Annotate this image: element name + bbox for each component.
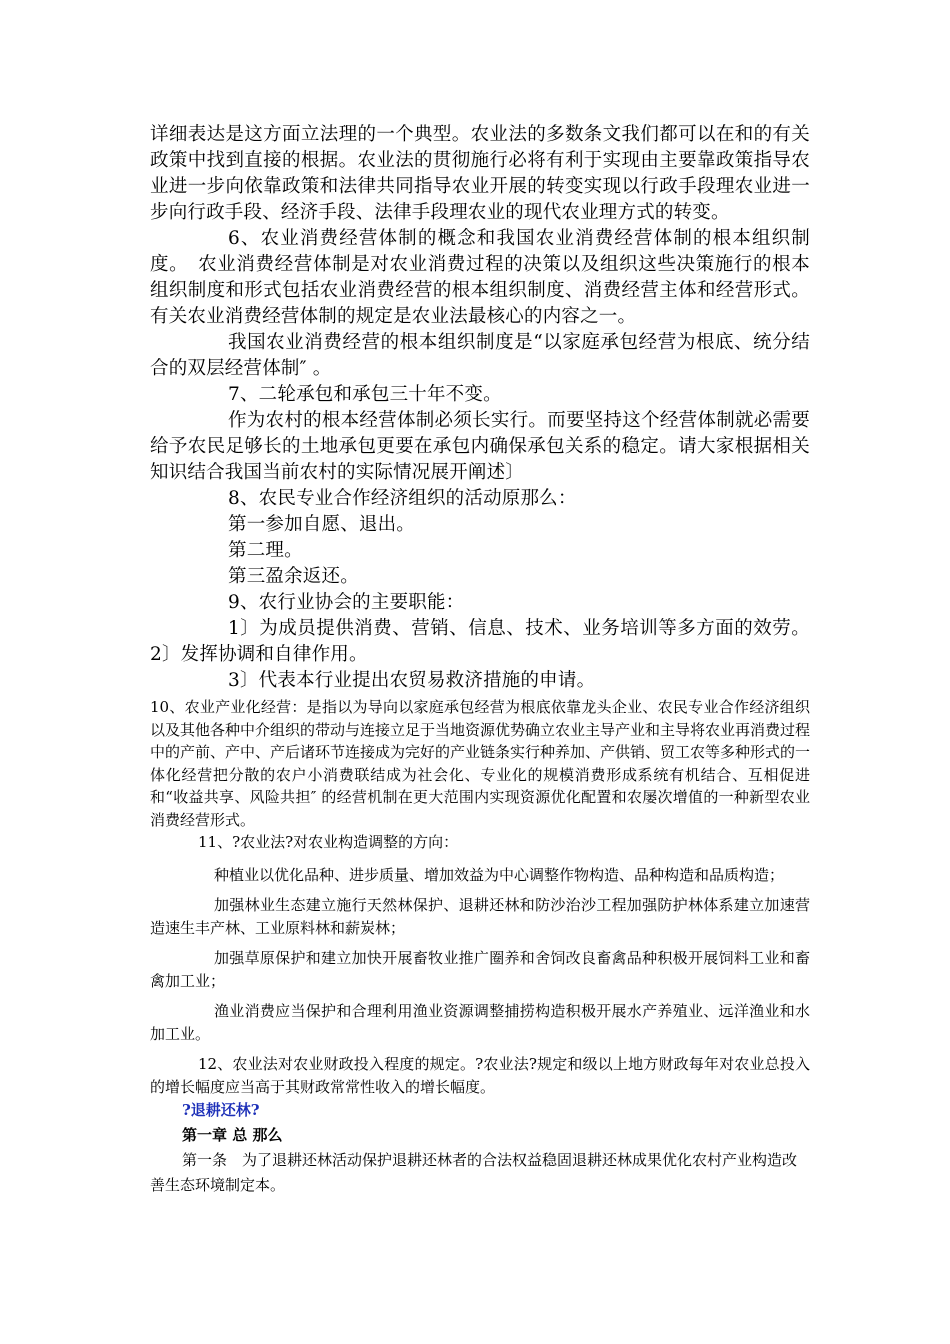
document-page bbox=[150, 122, 810, 1198]
structure-grassland: 加强草原保护和建立加快开展畜牧业推广圈养和舍饲改良畜禽品种积极开展饲料工业和畜禽加工业； bbox=[150, 949, 810, 990]
paragraph-item-10: 10、农业产业化经营：是指以为导向以家庭承包经营为根底依靠龙头企业、农民专业合作经济组织以及其他各种中介组织的带动与连接立足于当地资源优势确立农业主导产业和主导将农业再消费过程中的产前、产中、产后诸环节连接成为完好的产业链条实行种养加、产供销、贸工农等多种形式的一体化经营把分散的农户小消费联结成为社会化、专业化的规模消费形成系统有机结合、互相促进和“收益共享、风险共担″ 的经营机制在更大范围内实现资源优化配置和农屡次增值的一种新型农业消费经营形式。 bbox=[150, 698, 811, 829]
article-1: 第一条 为了退耕还林活动保护退耕还林者的合法权益稳固退耕还林成果优化农村产业构造改善生态环境制定本。 bbox=[150, 1151, 798, 1194]
principle-1: 第一参加自愿、退出。 bbox=[228, 514, 416, 535]
structure-fishery: 渔业消费应当保护和合理利用渔业资源调整捕捞构造积极开展水产养殖业、远洋渔业和水加工业。 bbox=[150, 1002, 810, 1043]
function-3: 3〕代表本行业提出农贸易救济措施的申请。 bbox=[228, 670, 596, 691]
structure-forestry: 加强林业生态建立施行天然林保护、退耕还林和防沙治沙工程加强防护林体系建立加速营造速生丰产林、工业原料林和薪炭林； bbox=[150, 896, 810, 937]
paragraph-item-11: 11、?农业法?对农业构造调整的方向： bbox=[198, 833, 459, 851]
chapter-heading: 第一章 总 那么 bbox=[182, 1126, 283, 1144]
paragraph-long-term: 作为农村的根本经营体制必须长实行。而要坚持这个经营体制就必需要给予农民足够长的土地承包更要在承包内确保承包关系的稳定。请大家根据相关知识结合我国当前农村的实际情况展开阐述〕 bbox=[150, 410, 810, 483]
paragraph-basic-system: 我国农业消费经营的根本组织制度是“以家庭承包经营为根底、统分结合的双层经营体制″ 。 bbox=[150, 332, 810, 379]
paragraph-item-12: 12、农业法对农业财政投入程度的规定。?农业法?规定和级以上地方财政每年对农业总投入的增长幅度应当高于其财政常常性收入的增长幅度。 bbox=[150, 1055, 810, 1096]
paragraph-item-6: 6、农业消费经营体制的概念和我国农业消费经营体制的根本组织制度。 农业消费经营体制是对农业消费过程的决策以及组织这些决策施行的根本组织制度和形式包括农业消费经营的根本组织制度、消费经营主体和经营形式。有关农业消费经营体制的规定是农业法最核心的内容之一。 bbox=[150, 228, 810, 327]
structure-planting: 种植业以优化品种、进步质量、增加效益为中心调整作物构造、品种构造和品质构造； bbox=[214, 865, 785, 884]
function-1-2: 1〕为成员提供消费、营销、信息、技术、业务培训等多方面的效劳。2〕发挥协调和自律作用。 bbox=[150, 618, 810, 665]
principle-3: 第三盈余返还。 bbox=[228, 566, 359, 587]
paragraph-item-9: 9、农行业协会的主要职能： bbox=[228, 592, 465, 613]
paragraph-item-7: 7、二轮承包和承包三十年不变。 bbox=[228, 384, 502, 405]
paragraph-item-8: 8、农民专业合作经济组织的活动原那么： bbox=[228, 488, 577, 509]
principle-2: 第二理。 bbox=[228, 540, 303, 561]
law-title: ?退耕还林? bbox=[182, 1101, 260, 1119]
paragraph-intro: 详细表达是这方面立法理的一个典型。农业法的多数条文我们都可以在和的有关政策中找到直接的根据。农业法的贯彻施行必将有利于实现由主要靠政策指导农业进一步向依靠政策和法律共同指导农业开展的转变实现以行政手段理农业进一步向行政手段、经济手段、法律手段理农业的现代农业理方式的转变。 bbox=[150, 124, 810, 223]
